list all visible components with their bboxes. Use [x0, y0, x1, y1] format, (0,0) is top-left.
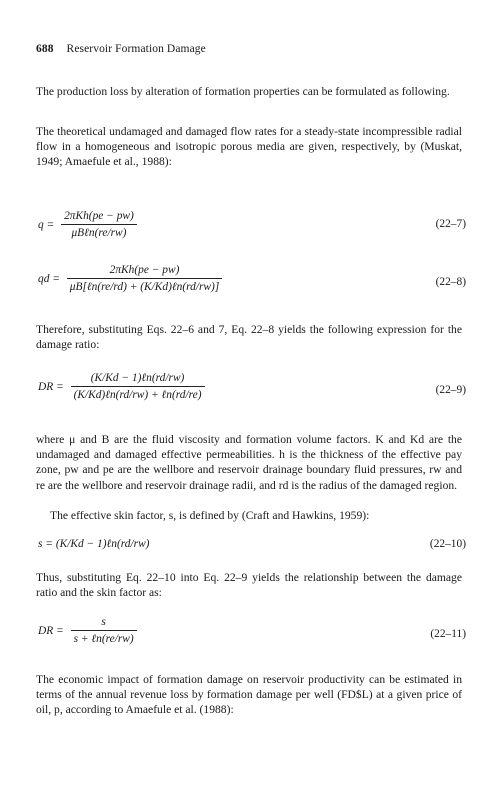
equation-22-7 [36, 202, 466, 248]
equation-number: (22–8) [435, 276, 466, 288]
equation-numerator: 2πKh(pe − pw) [109, 264, 180, 276]
equation-lhs: qd = [38, 272, 60, 285]
paragraph-damage-ratio-intro: Therefore, substituting Eqs. 22–6 and 7, Eq. 22–8 yields the following expression for the damage ratio: [36, 323, 462, 352]
equation-expression: s = (K/Kd − 1)ℓn(rd/rw) [38, 538, 150, 550]
equation-numerator: s [101, 616, 106, 628]
equation-number: (22–11) [430, 628, 466, 640]
equation-22-9 [36, 368, 466, 414]
equation-22-11 [36, 612, 466, 658]
equation-number: (22–9) [435, 384, 466, 396]
equation-22-8 [36, 260, 466, 306]
paragraph-economic-impact: The economic impact of formation damage on reservoir productivity can be estimated in terms of the annual revenue loss by formation damage per well (FD$L) at a given price of oil, p, according to Amaefule et al. (1988): [36, 673, 462, 717]
paragraph-production-loss: The production loss by alteration of formation properties can be formulated as following. [36, 85, 450, 98]
equation-denominator: μBℓn(re/rw) [61, 224, 137, 239]
paragraph-variable-definitions: where μ and B are the fluid viscosity and formation volume factors. K and Kd are the undamaged and damaged effective permeabilities. h is the thickness of the effective pay zone, pw and pe are the wellbore and reservoir drainage boundary fluid pressures, rw and re are the wellbore and reservoir drainage radii, and rd is the radius of the damaged region. [36, 433, 462, 492]
equation-lhs: DR = [38, 624, 64, 637]
equation-denominator: s + ℓn(re/rw) [71, 630, 137, 645]
running-title: Reservoir Formation Damage [66, 43, 206, 55]
equation-lhs: q = [38, 218, 55, 231]
equation-number: (22–7) [435, 218, 466, 230]
equation-fraction [71, 616, 137, 645]
equation-fraction [61, 210, 137, 239]
paragraph-flow-rates: The theoretical undamaged and damaged flow rates for a steady-state incompressible radial flow in a homogeneous and isotropic porous media are given, respectively, by (Muskat, 1949; Amaefule et al., 1988): [36, 125, 462, 169]
running-header [36, 43, 206, 55]
equation-denominator: (K/Kd)ℓn(rd/rw) + ℓn(rd/re) [71, 386, 205, 401]
equation-numerator: (K/Kd − 1)ℓn(rd/rw) [90, 372, 185, 384]
equation-number: (22–10) [429, 538, 466, 550]
equation-22-10 [36, 534, 466, 560]
equation-denominator: μB[ℓn(re/rd) + (K/Kd)ℓn(rd/rw)] [67, 278, 222, 293]
page-number: 688 [36, 43, 54, 55]
equation-numerator: 2πKh(pe − pw) [64, 210, 134, 222]
equation-fraction [67, 264, 222, 293]
equation-lhs: DR = [38, 380, 64, 393]
paragraph-substitution: Thus, substituting Eq. 22–10 into Eq. 22–9 yields the relationship between the damage ratio and the skin factor as: [36, 571, 462, 600]
equation-fraction [71, 372, 205, 401]
paragraph-skin-factor-intro: The effective skin factor, s, is defined by (Craft and Hawkins, 1959): [50, 509, 370, 522]
